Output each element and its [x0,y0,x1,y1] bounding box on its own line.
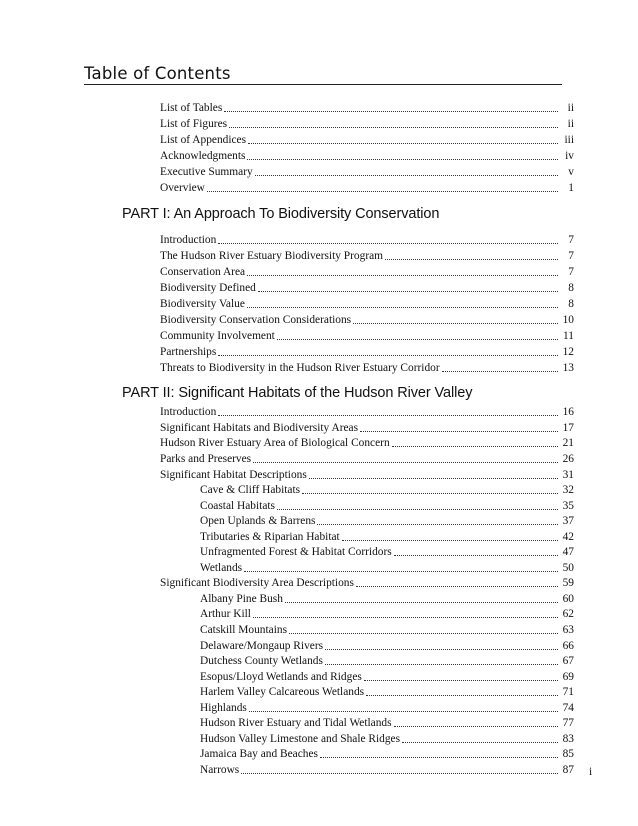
toc-entry-page: 16 [562,406,574,418]
toc-entry-label: Catskill Mountains [200,624,288,636]
toc-entry[interactable] [160,179,574,195]
toc-entry-label: Delaware/Mongaup Rivers [200,640,324,652]
toc-entry[interactable] [160,295,574,311]
toc-entry-label: Albany Pine Bush [200,593,283,605]
toc-entry-page: 50 [562,562,574,574]
toc-entry-label: The Hudson River Estuary Biodiversity Program [160,250,384,262]
toc-entry-page: 21 [562,437,574,449]
toc-entry-page: 13 [562,362,574,374]
dot-leader [255,174,558,176]
dot-leader [258,290,558,292]
toc-subentry[interactable] [200,481,574,497]
dot-leader [325,663,558,665]
toc-entry-label: Significant Biodiversity Area Descriptions [160,577,354,589]
dot-leader [385,258,558,260]
dot-leader [248,142,558,144]
toc-entry-page: 7 [568,266,574,278]
dot-leader [356,585,558,587]
toc-entry-page: 8 [568,298,574,310]
dot-leader [394,725,558,727]
toc-entry-label: Executive Summary [160,166,253,178]
dot-leader [285,601,558,603]
dot-leader [218,242,558,244]
toc-entry[interactable] [160,163,574,179]
dot-leader [442,370,558,372]
toc-entry-page: 47 [562,546,574,558]
dot-leader [342,539,558,541]
toc-entry[interactable] [160,247,574,263]
dot-leader [364,679,558,681]
toc-entry-label: Cave & Cliff Habitats [200,484,301,496]
toc-subentry[interactable] [200,590,574,606]
toc-entry-page: 7 [568,234,574,246]
toc-entry[interactable] [160,131,574,147]
toc-entry-page: 8 [568,282,574,294]
toc-entry[interactable] [160,403,574,419]
toc-entry-page: 63 [562,624,574,636]
toc-entry-label: Biodiversity Defined [160,282,256,294]
dot-leader [302,492,558,494]
toc-subentry[interactable] [200,652,574,668]
dot-leader [218,414,558,416]
toc-subentry[interactable] [200,714,574,730]
dot-leader [253,461,558,463]
toc-entry-label: Narrows [200,764,240,776]
toc-entry-page: 31 [562,469,574,481]
toc-entry[interactable] [160,231,574,247]
toc-subentry[interactable] [200,528,574,544]
dot-leader [218,354,558,356]
toc-entry-label: Dutchess County Wetlands [200,655,323,667]
toc-entry-page: 60 [562,593,574,605]
toc-entry-label: Hudson River Estuary and Tidal Wetlands [200,717,392,729]
toc-entry[interactable] [160,99,574,115]
toc-entry-page: 87 [562,764,574,776]
toc-entry-page: 7 [568,250,574,262]
toc-subentry[interactable] [200,605,574,621]
toc-subentry[interactable] [200,745,574,761]
dot-leader [229,126,558,128]
toc-entry-label: Conservation Area [160,266,246,278]
toc-entry[interactable] [160,115,574,131]
toc-entry-page: 17 [562,422,574,434]
toc-subentry[interactable] [200,730,574,746]
toc-entry-label: Wetlands [200,562,243,574]
toc-subentry[interactable] [200,761,574,777]
toc-entry-page: ii [567,102,574,114]
toc-entry-page: 62 [562,608,574,620]
dot-leader [277,338,558,340]
dot-leader [353,322,558,324]
toc-entry-label: Community Involvement [160,330,275,342]
toc-entry-label: Hudson Valley Limestone and Shale Ridges [200,733,401,745]
toc-entry-page: 83 [562,733,574,745]
toc-entry-page: iii [564,134,574,146]
toc-entry-label: Biodiversity Conservation Considerations [160,314,352,326]
dot-leader [309,477,558,479]
toc-entry-label: Introduction [160,234,217,246]
toc-entry[interactable] [160,450,574,466]
dot-leader [247,158,558,160]
toc-entry-page: ii [567,118,574,130]
toc-entry-page: 10 [562,314,574,326]
toc-entry-page: 37 [562,515,574,527]
toc-entry-label: Tributaries & Riparian Habitat [200,531,340,543]
dot-leader [249,710,558,712]
toc-entry-page: iv [565,150,574,162]
toc-subentry[interactable] [200,543,574,559]
toc-entry-label: Acknowledgments [160,150,246,162]
dot-leader [253,616,558,618]
toc-entry-page: 1 [568,182,574,194]
toc-entry-label: Jamaica Bay and Beaches [200,748,318,760]
toc-entry-label: Arthur Kill [200,608,251,620]
dot-leader [224,110,558,112]
toc-entry-label: Open Uplands & Barrens [200,515,316,527]
dot-leader [394,554,558,556]
toc-entry[interactable] [160,359,574,375]
toc-entry-label: List of Tables [160,102,223,114]
toc-entry-label: Significant Habitats and Biodiversity Areas [160,422,359,434]
toc-subentry[interactable] [200,559,574,575]
toc-entry-label: Unfragmented Forest & Habitat Corridors [200,546,392,558]
toc-entry-page: 42 [562,531,574,543]
dot-leader [392,445,558,447]
dot-leader [317,523,558,525]
toc-entry-page: v [568,166,574,178]
toc-entry[interactable] [160,343,574,359]
toc-entry-label: Parks and Preserves [160,453,252,465]
toc-subentry[interactable] [200,512,574,528]
toc-entry-page: 11 [563,330,574,342]
toc-entry[interactable] [160,419,574,435]
part-2-heading: PART II: Significant Habitats of the Hudson River Valley [122,385,473,401]
dot-leader [247,274,558,276]
toc-subentry[interactable] [200,621,574,637]
toc-entry-label: Hudson River Estuary Area of Biological Concern [160,437,390,449]
toc-subentry[interactable] [200,668,574,684]
toc-subentry[interactable] [200,683,574,699]
toc-entry-label: Significant Habitat Descriptions [160,469,307,481]
toc-entry[interactable] [160,279,574,295]
toc-entry[interactable] [160,147,574,163]
part-1-heading: PART I: An Approach To Biodiversity Conservation [122,206,440,222]
toc-entry-page: 12 [562,346,574,358]
toc-entry-label: Partnerships [160,346,217,358]
dot-leader [320,756,558,758]
toc-subentry[interactable] [200,497,574,513]
dot-leader [402,741,558,743]
dot-leader [247,306,558,308]
toc-entry-page: 71 [562,686,574,698]
dot-leader [244,570,558,572]
toc-entry-page: 66 [562,640,574,652]
dot-leader [366,694,558,696]
toc-entry[interactable] [160,327,574,343]
toc-entry[interactable] [160,466,574,482]
toc-entry[interactable] [160,263,574,279]
toc-subentry[interactable] [200,637,574,653]
toc-entry-page: 32 [562,484,574,496]
toc-entry-page: 85 [562,748,574,760]
toc-entry[interactable] [160,434,574,450]
dot-leader [241,772,558,774]
toc-entry-label: Biodiversity Value [160,298,245,310]
toc-entry-page: 26 [562,453,574,465]
title-divider [84,84,562,85]
toc-entry-label: List of Figures [160,118,228,130]
toc-entry[interactable] [160,574,574,590]
toc-entry-label: List of Appendices [160,134,247,146]
dot-leader [289,632,558,634]
toc-entry-page: 77 [562,717,574,729]
toc-entry-label: Introduction [160,406,217,418]
toc-entry-page: 35 [562,500,574,512]
toc-entry-label: Coastal Habitats [200,500,275,512]
toc-subentry[interactable] [200,699,574,715]
toc-entry-page: 59 [562,577,574,589]
toc-entry-label: Harlem Valley Calcareous Wetlands [200,686,365,698]
dot-leader [277,508,558,510]
toc-entry-label: Esopus/Lloyd Wetlands and Ridges [200,671,362,683]
dot-leader [360,430,558,432]
toc-entry-label: Threats to Biodiversity in the Hudson River Estuary Corridor [160,362,440,374]
toc-entry-label: Highlands [200,702,247,714]
toc-entry-page: 69 [562,671,574,683]
dot-leader [207,190,558,192]
dot-leader [325,648,558,650]
toc-entry-label: Overview [160,182,205,194]
toc-entry[interactable] [160,311,574,327]
toc-entry-page: 67 [562,655,574,667]
page-title: Table of Contents [84,64,231,83]
page-number: i [589,766,593,778]
toc-entry-page: 74 [562,702,574,714]
